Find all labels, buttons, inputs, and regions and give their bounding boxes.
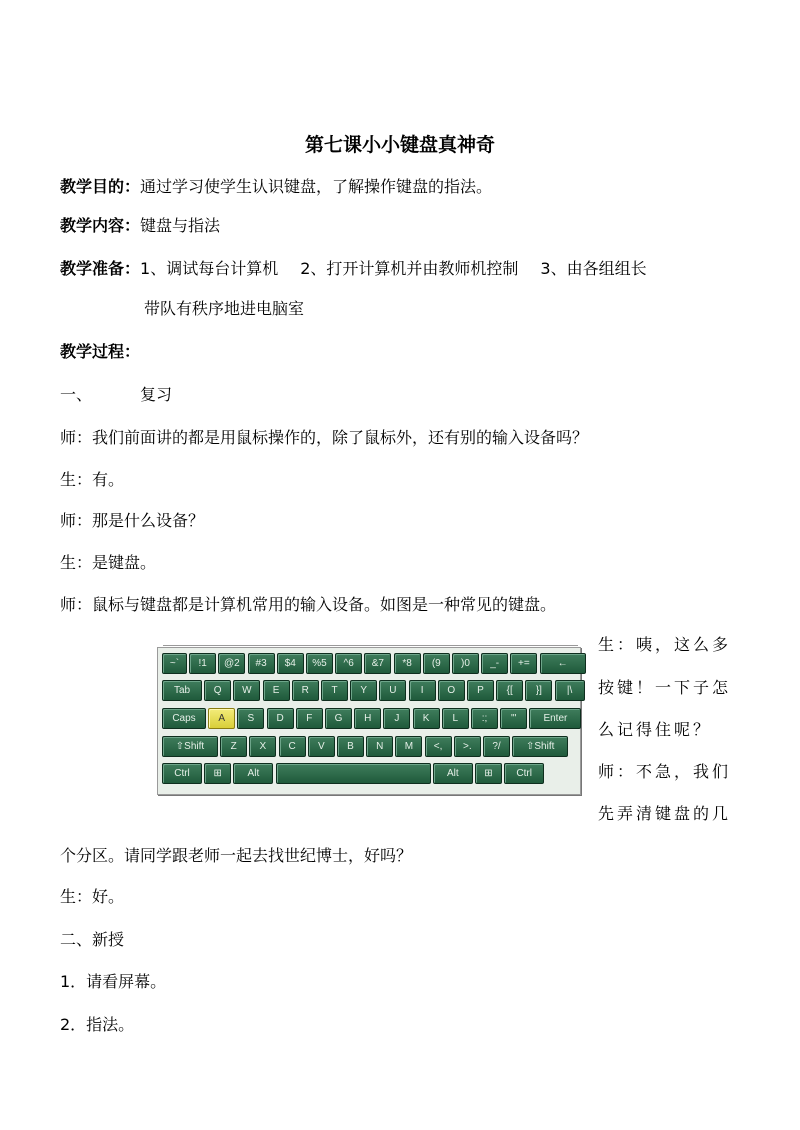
dialogue-line: 师：那是什么设备？ [60, 511, 205, 530]
key: Ctrl [504, 763, 544, 784]
dialogue-line: 师：鼠标与键盘都是计算机常用的输入设备。如图是一种常见的键盘。 [60, 595, 557, 614]
side-text-line: 生：咦，这么多 [598, 635, 732, 654]
key: <, [425, 736, 452, 757]
key: S [237, 708, 264, 729]
prep-item3: 3、由各组组长 [540, 259, 647, 278]
page-title: 第七课小小键盘真神奇 [304, 134, 495, 156]
side-text-line: 师：不急，我们 [598, 762, 732, 781]
key: H [354, 708, 381, 729]
objective-line [60, 176, 492, 198]
key: %5 [306, 653, 333, 674]
key: U [379, 680, 406, 701]
key: B [337, 736, 364, 757]
side-text-line: 按键！一下子怎 [598, 678, 732, 697]
key: ⊞ [204, 763, 231, 784]
key: ⇧Shift [162, 736, 218, 757]
key: Ctrl [162, 763, 202, 784]
section1-text: 复习 [140, 385, 173, 404]
key-space [276, 763, 431, 784]
objective-label: 教学目的： [60, 177, 141, 196]
key: Tab [162, 680, 202, 701]
after-line: 2．指法。 [60, 1015, 135, 1034]
key: O [438, 680, 465, 701]
side-text-line: 么记得住呢？ [598, 720, 713, 739]
key: R [292, 680, 319, 701]
key: _- [481, 653, 508, 674]
prep-item2: 2、打开计算机并由教师机控制 [300, 259, 519, 278]
key: C [279, 736, 306, 757]
content-text: 键盘与指法 [140, 216, 221, 235]
after-line: 二、新授 [60, 930, 125, 949]
dialogue-line: 师：我们前面讲的都是用鼠标操作的，除了鼠标外，还有别的输入设备吗？ [60, 428, 589, 447]
key: Caps [162, 708, 206, 729]
key: T [321, 680, 348, 701]
key: >. [454, 736, 481, 757]
content-label: 教学内容： [60, 216, 141, 235]
key: Y [350, 680, 377, 701]
key: N [366, 736, 393, 757]
after-line: 1．请看屏幕。 [60, 972, 167, 991]
key: $4 [277, 653, 304, 674]
key: += [510, 653, 537, 674]
key: Alt [233, 763, 273, 784]
key: Q [204, 680, 231, 701]
key: L [442, 708, 469, 729]
process-line [60, 341, 140, 363]
key: P [467, 680, 494, 701]
key: K [413, 708, 440, 729]
key: ⊞ [475, 763, 502, 784]
key: (9 [423, 653, 450, 674]
prep-line [60, 258, 647, 280]
key: G [325, 708, 352, 729]
section1-num: 一、 [60, 385, 93, 404]
key: Enter [529, 708, 581, 729]
key: ⇧Shift [512, 736, 568, 757]
key: ← [540, 653, 586, 674]
key: V [308, 736, 335, 757]
dialogue-line: 生：有。 [60, 470, 125, 489]
key: #3 [248, 653, 275, 674]
key: "' [500, 708, 527, 729]
key: }] [525, 680, 552, 701]
keyboard-frame-line [163, 645, 578, 646]
key: !1 [189, 653, 216, 674]
key: W [233, 680, 260, 701]
key: :; [471, 708, 498, 729]
key: Z [220, 736, 247, 757]
key: F [296, 708, 323, 729]
keyboard-image [157, 647, 581, 795]
prep-label: 教学准备： [60, 259, 141, 278]
key: *8 [394, 653, 421, 674]
key: D [267, 708, 294, 729]
key: ~` [162, 653, 187, 674]
prep-cont: 带队有秩序地进电脑室 [144, 299, 305, 318]
after-line: 生：好。 [60, 887, 125, 906]
process-label: 教学过程： [60, 342, 141, 361]
key: {[ [496, 680, 523, 701]
key: )0 [452, 653, 479, 674]
prep-item1: 1、调试每台计算机 [140, 259, 279, 278]
key: A [208, 708, 235, 729]
key: ^6 [335, 653, 362, 674]
key: @2 [218, 653, 245, 674]
key: &7 [364, 653, 391, 674]
key: E [263, 680, 290, 701]
key: |\ [555, 680, 585, 701]
key: X [249, 736, 276, 757]
key: Alt [433, 763, 473, 784]
key: I [409, 680, 436, 701]
key: ?/ [483, 736, 510, 757]
key: M [395, 736, 422, 757]
after-line: 个分区。请同学跟老师一起去找世纪博士，好吗？ [60, 846, 413, 865]
key: J [383, 708, 410, 729]
section1-line [60, 384, 172, 406]
dialogue-line: 生：是键盘。 [60, 553, 157, 572]
side-text-line: 先弄清键盘的几 [598, 804, 732, 823]
objective-text: 通过学习使学生认识键盘，了解操作键盘的指法。 [140, 177, 493, 196]
content-line [60, 215, 220, 237]
